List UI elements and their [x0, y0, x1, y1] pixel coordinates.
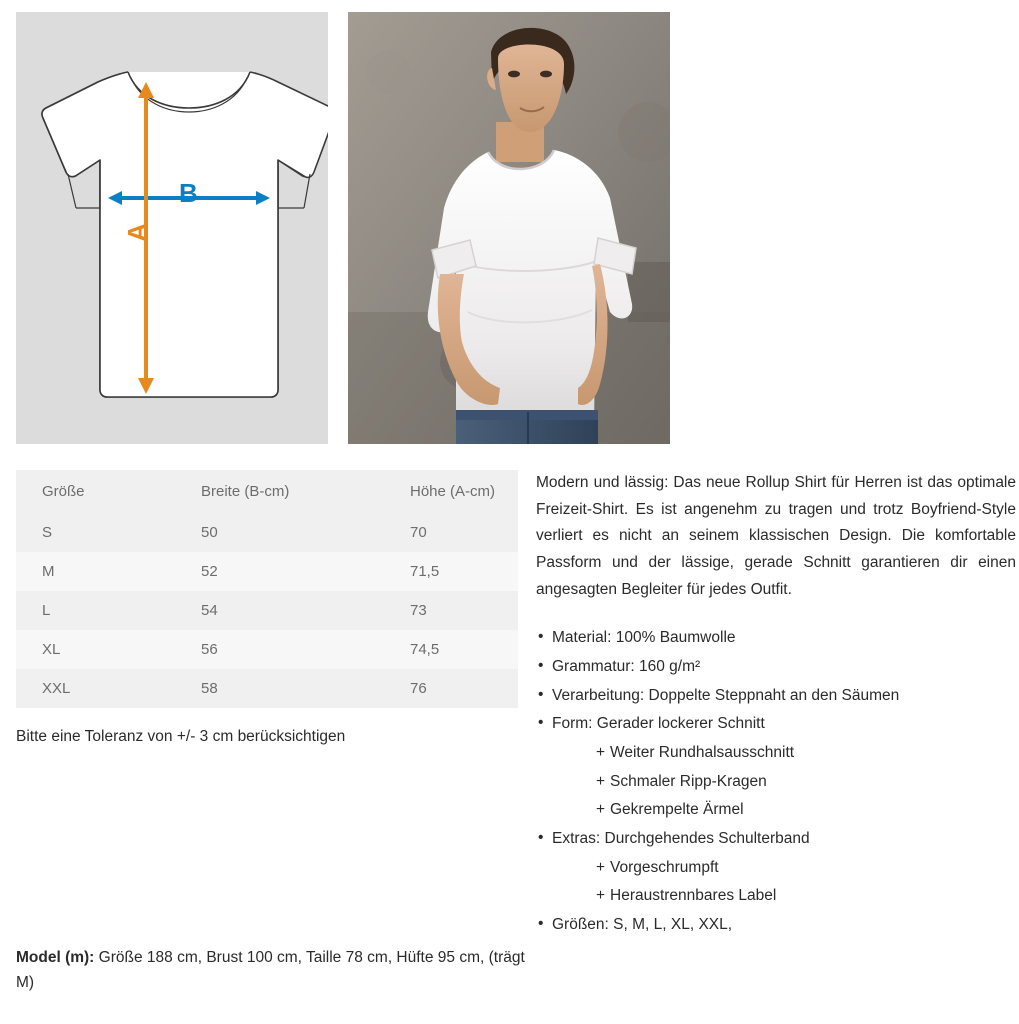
size-table-column — [16, 470, 518, 941]
table-row — [16, 669, 518, 708]
list-item-sub: + Gekrempelte Ärmel — [536, 797, 1016, 824]
model-photo-illustration — [348, 12, 670, 444]
feature-list — [536, 625, 1016, 938]
tolerance-note: Bitte eine Toleranz von +/- 3 cm berücksichtigen — [16, 728, 346, 745]
list-item: • Form: Gerader lockerer Schnitt — [536, 711, 1016, 738]
cell-width: 52 — [177, 552, 386, 591]
product-images — [0, 0, 1019, 444]
cell-size: L — [16, 591, 177, 630]
size-table — [16, 470, 518, 708]
cell-size: XL — [16, 630, 177, 669]
table-header-width: Breite (B-cm) — [177, 470, 386, 513]
list-item: • Material: 100% Baumwolle — [536, 625, 1016, 652]
width-label-b: B — [179, 178, 198, 208]
table-header-size: Größe — [16, 470, 177, 513]
model-info — [16, 946, 526, 996]
list-item-sub: + Weiter Rundhalsausschnitt — [536, 740, 1016, 767]
list-item-sub: + Vorgeschrumpft — [536, 855, 1016, 882]
cell-width: 54 — [177, 591, 386, 630]
list-item-sub: + Schmaler Ripp-Kragen — [536, 769, 1016, 796]
cell-size: M — [16, 552, 177, 591]
cell-height: 76 — [386, 669, 518, 708]
table-header-row — [16, 470, 518, 513]
list-item: • Größen: S, M, L, XL, XXL, — [536, 912, 1016, 939]
model-info-text: Größe 188 cm, Brust 100 cm, Taille 78 cm, Hüfte 95 cm, (trägt M) — [16, 949, 525, 991]
table-row — [16, 513, 518, 552]
cell-width: 50 — [177, 513, 386, 552]
table-row — [16, 591, 518, 630]
product-details — [0, 444, 1019, 941]
cell-size: XXL — [16, 669, 177, 708]
table-row — [16, 552, 518, 591]
list-item: • Verarbeitung: Doppelte Steppnaht an den Säumen — [536, 683, 1016, 710]
cell-width: 56 — [177, 630, 386, 669]
model-info-label: Model (m): — [16, 949, 95, 966]
list-item-sub: + Heraustrennbares Label — [536, 883, 1016, 910]
table-header-height: Höhe (A-cm) — [386, 470, 518, 513]
tshirt-outline-icon — [16, 12, 328, 444]
cell-size: S — [16, 513, 177, 552]
description-column — [536, 470, 1016, 941]
table-row — [16, 630, 518, 669]
list-item: • Grammatur: 160 g/m² — [536, 654, 1016, 681]
cell-height: 74,5 — [386, 630, 518, 669]
cell-height: 70 — [386, 513, 518, 552]
list-item: • Extras: Durchgehendes Schulterband — [536, 826, 1016, 853]
measurement-diagram — [16, 12, 328, 444]
cell-width: 58 — [177, 669, 386, 708]
product-description: Modern und lässig: Das neue Rollup Shirt für Herren ist das optimale Freizeit-Shirt. Es ist angenehm zu tragen und trotz Boyfriend-Style verliert es nicht an seinem klassischen Design. Die komfortable Passform und der lässige, gerade Schnitt garantieren dir einen angesagten Begleiter für jedes Outfit. — [536, 474, 1016, 598]
height-label-a: A — [121, 223, 152, 242]
model-photo — [348, 12, 670, 444]
cell-height: 71,5 — [386, 552, 518, 591]
cell-height: 73 — [386, 591, 518, 630]
